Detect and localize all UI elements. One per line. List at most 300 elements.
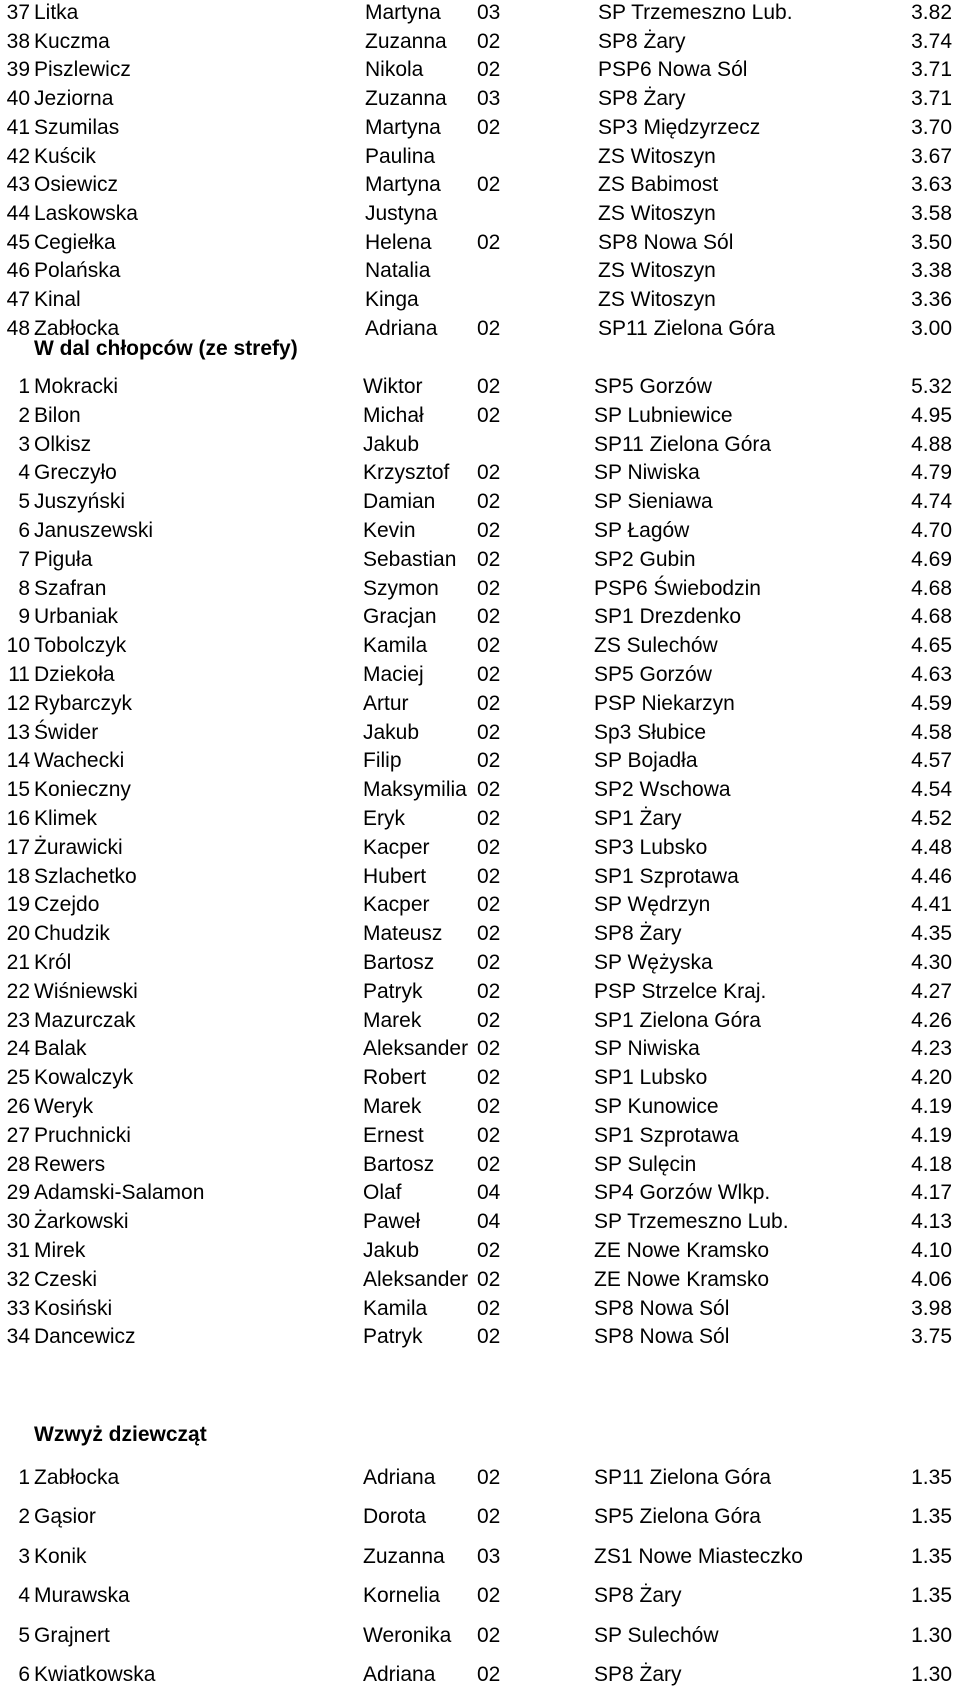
rank-number: 20	[6, 922, 30, 946]
surname: Konik	[34, 1544, 87, 1568]
surname: Szlachetko	[34, 864, 137, 888]
rank-number: 28	[6, 1152, 30, 1176]
first-name: Kevin	[363, 519, 416, 542]
first-name: Kamila	[363, 634, 428, 658]
first-name: Kornelia	[363, 1584, 441, 1608]
birth-year: 02	[477, 691, 501, 715]
rank-number: 22	[6, 979, 30, 1003]
school-name: SP Trzemeszno Lub.	[594, 1210, 789, 1234]
rank-number: 47	[6, 288, 30, 311]
first-name: Olaf	[363, 1181, 402, 1205]
school-name: SP3 Międzyrzecz	[598, 115, 761, 139]
school-name: PSP Niekarzyn	[594, 691, 735, 715]
first-name: Wiktor	[363, 375, 423, 398]
school-name: SP Sulęcin	[594, 1152, 697, 1176]
school-name: SP8 Żary	[598, 29, 686, 53]
result-value: 1.35	[911, 1505, 952, 1529]
surname: Kowalczyk	[34, 1066, 134, 1090]
rank-number: 33	[6, 1296, 30, 1320]
first-name: Martyna	[365, 115, 441, 139]
rank-number: 44	[6, 201, 30, 225]
result-value: 4.63	[911, 663, 952, 686]
birth-year: 02	[477, 951, 501, 974]
surname: Król	[34, 951, 72, 974]
school-name: SP1 Żary	[594, 807, 682, 830]
result-value: 4.88	[911, 432, 952, 456]
table-row	[0, 1658, 960, 1691]
surname: Olkisz	[34, 432, 92, 456]
rank-number: 23	[6, 1008, 30, 1032]
first-name: Adriana	[363, 1466, 436, 1489]
first-name: Sebastian	[363, 547, 457, 571]
birth-year: 02	[477, 979, 501, 1003]
surname: Rewers	[34, 1152, 106, 1176]
school-name: SP11 Zielona Góra	[598, 316, 776, 340]
school-name: SP1 Lubsko	[594, 1066, 708, 1090]
school-name: ZS Witoszyn	[598, 144, 716, 168]
school-name: SP Kunowice	[594, 1095, 719, 1118]
rank-number: 10	[6, 634, 30, 658]
surname: Januszewski	[34, 519, 154, 542]
result-value: 4.17	[911, 1181, 952, 1205]
surname: Litka	[34, 1, 79, 24]
result-value: 3.50	[911, 230, 952, 254]
first-name: Helena	[365, 230, 432, 254]
surname: Chudzik	[34, 922, 110, 946]
school-name: SP8 Nowa Sól	[594, 1296, 730, 1320]
first-name: Martyna	[365, 1, 441, 24]
school-name: ZE Nowe Kramsko	[594, 1239, 770, 1262]
first-name: Dorota	[363, 1505, 427, 1529]
result-value: 4.18	[911, 1152, 952, 1176]
first-name: Zuzanna	[363, 1544, 445, 1568]
rank-number: 34	[6, 1325, 30, 1349]
school-name: Sp3 Słubice	[594, 720, 707, 744]
rank-number: 17	[6, 835, 30, 859]
birth-year: 02	[477, 1584, 501, 1608]
result-value: 3.58	[911, 201, 952, 225]
school-name: SP Bojadła	[594, 749, 698, 773]
surname: Czejdo	[34, 893, 100, 917]
first-name: Natalia	[365, 259, 431, 283]
birth-year: 02	[477, 316, 501, 340]
result-value: 4.59	[911, 691, 952, 715]
school-name: SP2 Gubin	[594, 547, 696, 571]
school-name: ZS Babimost	[598, 173, 719, 197]
rank-number: 19	[6, 893, 30, 917]
school-name: SP1 Drezdenko	[594, 605, 742, 629]
school-name: SP3 Lubsko	[594, 835, 708, 859]
first-name: Maksymilia	[363, 778, 467, 802]
school-name: SP8 Nowa Sól	[594, 1325, 730, 1349]
birth-year: 02	[477, 173, 501, 197]
result-value: 4.70	[911, 519, 952, 542]
surname: Szafran	[34, 576, 107, 600]
result-value: 3.71	[911, 58, 952, 82]
school-name: SP8 Nowa Sól	[598, 230, 734, 254]
first-name: Ernest	[363, 1123, 424, 1147]
first-name: Bartosz	[363, 1152, 435, 1176]
first-name: Paulina	[365, 144, 436, 168]
first-name: Robert	[363, 1066, 427, 1090]
birth-year: 02	[477, 1008, 501, 1032]
school-name: ZS Sulechów	[594, 634, 718, 658]
result-value: 3.63	[911, 173, 952, 197]
birth-year: 02	[477, 490, 501, 514]
birth-year: 02	[477, 1152, 501, 1176]
result-value: 4.58	[911, 720, 952, 744]
first-name: Eryk	[363, 807, 405, 830]
first-name: Jakub	[363, 432, 420, 456]
surname: Juszyński	[34, 490, 126, 514]
school-name: SP8 Żary	[594, 1663, 682, 1686]
birth-year: 04	[477, 1181, 501, 1205]
section-heading-long-jump-boys: W dal chłopców (ze strefy)	[34, 337, 298, 360]
school-name: PSP Strzelce Kraj.	[594, 979, 767, 1003]
birth-year: 02	[477, 634, 501, 658]
birth-year: 02	[477, 1663, 501, 1686]
result-value: 4.52	[911, 807, 952, 830]
table-row	[0, 1500, 960, 1533]
result-value: 4.57	[911, 749, 952, 773]
rank-number: 46	[6, 259, 30, 283]
surname: Dziekoła	[34, 663, 115, 686]
rank-number: 24	[6, 1037, 30, 1061]
school-name: SP8 Żary	[598, 87, 686, 111]
school-name: ZS Witoszyn	[598, 288, 716, 311]
birth-year: 02	[477, 29, 501, 53]
school-name: SP Niwiska	[594, 1037, 700, 1061]
result-value: 4.23	[911, 1037, 952, 1061]
first-name: Jakub	[363, 720, 420, 744]
surname: Kuczma	[34, 29, 110, 53]
surname: Gąsior	[34, 1505, 96, 1529]
surname: Żurawicki	[34, 835, 123, 859]
first-name: Jakub	[363, 1239, 420, 1262]
section-heading-high-jump-girls: Wzwyż dziewcząt	[34, 1423, 207, 1446]
rank-number: 40	[6, 87, 30, 111]
rank-number: 1	[18, 1466, 30, 1489]
result-value: 1.30	[911, 1623, 952, 1647]
result-value: 3.67	[911, 144, 952, 168]
school-name: SP2 Wschowa	[594, 778, 731, 802]
school-name: SP Wędrzyn	[594, 893, 711, 917]
first-name: Mateusz	[363, 922, 443, 946]
first-name: Patryk	[363, 1325, 423, 1349]
rank-number: 6	[18, 1663, 30, 1686]
birth-year: 04	[477, 1210, 501, 1234]
first-name: Maciej	[363, 663, 424, 686]
first-name: Nikola	[365, 58, 424, 82]
surname: Wachecki	[34, 749, 125, 773]
rank-number: 25	[6, 1066, 30, 1090]
school-name: SP Sulechów	[594, 1623, 719, 1647]
result-value: 3.75	[911, 1325, 952, 1349]
result-value: 5.32	[911, 375, 952, 398]
birth-year: 03	[477, 87, 501, 111]
first-name: Filip	[363, 749, 402, 773]
result-value: 1.35	[911, 1584, 952, 1608]
first-name: Adriana	[365, 316, 438, 340]
rank-number: 26	[6, 1095, 30, 1118]
first-name: Aleksander	[363, 1037, 469, 1061]
result-value: 4.19	[911, 1095, 952, 1118]
rank-number: 6	[18, 519, 30, 542]
surname: Konieczny	[34, 778, 131, 802]
birth-year: 02	[477, 576, 501, 600]
rank-number: 29	[6, 1181, 30, 1205]
birth-year: 02	[477, 893, 501, 917]
result-value: 4.46	[911, 864, 952, 888]
first-name: Zuzanna	[365, 87, 447, 111]
birth-year: 02	[477, 663, 501, 686]
school-name: SP Lubniewice	[594, 403, 733, 427]
rank-number: 5	[18, 1623, 30, 1647]
surname: Rybarczyk	[34, 691, 133, 715]
table-row	[0, 1619, 960, 1652]
school-name: SP Łagów	[594, 519, 690, 542]
rank-number: 13	[6, 720, 30, 744]
surname: Weryk	[34, 1095, 94, 1118]
first-name: Gracjan	[363, 605, 437, 629]
school-name: SP8 Żary	[594, 922, 682, 946]
result-value: 4.65	[911, 634, 952, 658]
rank-number: 30	[6, 1210, 30, 1234]
rank-number: 3	[18, 1544, 30, 1568]
result-value: 4.41	[911, 893, 952, 917]
result-value: 4.69	[911, 547, 952, 571]
birth-year: 02	[477, 720, 501, 744]
surname: Kuścik	[34, 144, 96, 168]
surname: Greczyło	[34, 461, 117, 485]
school-name: SP Niwiska	[594, 461, 700, 485]
result-value: 4.19	[911, 1123, 952, 1147]
rank-number: 31	[6, 1239, 30, 1262]
school-name: ZE Nowe Kramsko	[594, 1267, 770, 1291]
rank-number: 12	[6, 691, 30, 715]
surname: Żarkowski	[34, 1210, 129, 1234]
table-row	[0, 1461, 960, 1494]
surname: Balak	[34, 1037, 87, 1061]
surname: Grajnert	[34, 1623, 110, 1647]
result-value: 3.82	[911, 1, 952, 24]
first-name: Michał	[363, 403, 424, 427]
birth-year: 02	[477, 835, 501, 859]
first-name: Patryk	[363, 979, 423, 1003]
surname: Mirek	[34, 1239, 86, 1262]
surname: Cegiełka	[34, 230, 116, 254]
school-name: SP8 Żary	[594, 1584, 682, 1608]
birth-year: 02	[477, 1296, 501, 1320]
first-name: Bartosz	[363, 951, 435, 974]
first-name: Hubert	[363, 864, 427, 888]
result-value: 4.79	[911, 461, 952, 485]
result-value: 4.48	[911, 835, 952, 859]
surname: Tobolczyk	[34, 634, 127, 658]
rank-number: 4	[18, 1584, 30, 1608]
rank-number: 11	[8, 663, 30, 686]
school-name: ZS1 Nowe Miasteczko	[594, 1544, 803, 1568]
result-value: 4.30	[911, 951, 952, 974]
rank-number: 7	[18, 547, 30, 571]
rank-number: 3	[18, 432, 30, 456]
rank-number: 4	[18, 461, 30, 485]
first-name: Martyna	[365, 173, 441, 197]
rank-number: 42	[6, 144, 30, 168]
rank-number: 21	[6, 951, 30, 974]
school-name: SP Wężyska	[594, 951, 713, 974]
birth-year: 02	[477, 1505, 501, 1529]
rank-number: 9	[18, 605, 30, 629]
rank-number: 1	[18, 375, 30, 398]
result-value: 4.13	[911, 1210, 952, 1234]
school-name: SP Sieniawa	[594, 490, 713, 514]
birth-year: 02	[477, 864, 501, 888]
birth-year: 03	[477, 1544, 501, 1568]
school-name: SP5 Zielona Góra	[594, 1505, 761, 1529]
surname: Laskowska	[34, 201, 138, 225]
school-name: SP11 Zielona Góra	[594, 1466, 772, 1489]
first-name: Kacper	[363, 893, 430, 917]
birth-year: 02	[477, 1037, 501, 1061]
rank-number: 14	[6, 749, 30, 773]
rank-number: 39	[6, 58, 30, 82]
surname: Mazurczak	[34, 1008, 136, 1032]
result-value: 3.38	[911, 259, 952, 283]
surname: Wiśniewski	[34, 979, 138, 1003]
birth-year: 02	[477, 605, 501, 629]
school-name: SP1 Zielona Góra	[594, 1008, 761, 1032]
first-name: Kacper	[363, 835, 430, 859]
birth-year: 02	[477, 547, 501, 571]
birth-year: 02	[477, 778, 501, 802]
birth-year: 03	[477, 1, 501, 24]
birth-year: 02	[477, 461, 501, 485]
surname: Zabłocka	[34, 316, 120, 340]
result-value: 3.71	[911, 87, 952, 111]
result-value: 4.26	[911, 1008, 952, 1032]
surname: Zabłocka	[34, 1466, 120, 1489]
school-name: SP5 Gorzów	[594, 663, 712, 686]
result-value: 3.70	[911, 115, 952, 139]
rank-number: 8	[18, 576, 30, 600]
table-row	[0, 1540, 960, 1573]
surname: Kwiatkowska	[34, 1663, 156, 1686]
surname: Klimek	[34, 807, 98, 830]
rank-number: 37	[6, 1, 30, 24]
rank-number: 27	[6, 1123, 30, 1147]
birth-year: 02	[477, 403, 501, 427]
rank-number: 2	[18, 1505, 30, 1529]
surname: Mokracki	[34, 375, 119, 398]
rank-number: 5	[18, 490, 30, 514]
surname: Adamski-Salamon	[34, 1181, 205, 1205]
result-value: 3.74	[911, 29, 952, 53]
first-name: Artur	[363, 691, 409, 715]
result-value: 4.06	[911, 1267, 952, 1291]
table-row	[0, 1320, 960, 1353]
result-value: 4.10	[911, 1239, 952, 1262]
result-value: 4.35	[911, 922, 952, 946]
surname: Czeski	[34, 1267, 98, 1291]
rank-number: 38	[6, 29, 30, 53]
result-value: 4.68	[911, 576, 952, 600]
surname: Kinal	[34, 288, 81, 311]
result-value: 3.00	[911, 316, 952, 340]
first-name: Paweł	[363, 1210, 421, 1234]
table-row	[0, 1579, 960, 1612]
first-name: Weronika	[363, 1623, 452, 1647]
first-name: Marek	[363, 1095, 422, 1118]
school-name: PSP6 Świebodzin	[594, 576, 761, 600]
first-name: Zuzanna	[365, 29, 447, 53]
school-name: SP5 Gorzów	[594, 375, 712, 398]
surname: Pruchnicki	[34, 1123, 131, 1147]
surname: Polańska	[34, 259, 121, 283]
birth-year: 02	[477, 115, 501, 139]
birth-year: 02	[477, 1066, 501, 1090]
birth-year: 02	[477, 1239, 501, 1262]
surname: Urbaniak	[34, 605, 119, 629]
school-name: ZS Witoszyn	[598, 259, 716, 283]
birth-year: 02	[477, 749, 501, 773]
result-value: 4.20	[911, 1066, 952, 1090]
surname: Jeziorna	[34, 87, 114, 111]
surname: Szumilas	[34, 115, 120, 139]
birth-year: 02	[477, 1623, 501, 1647]
school-name: SP Trzemeszno Lub.	[598, 1, 793, 24]
rank-number: 15	[6, 778, 30, 802]
result-value: 4.95	[911, 403, 952, 427]
birth-year: 02	[477, 375, 501, 398]
result-value: 4.54	[911, 778, 952, 802]
result-value: 1.30	[911, 1663, 952, 1686]
birth-year: 02	[477, 519, 501, 542]
school-name: SP1 Szprotawa	[594, 1123, 739, 1147]
rank-number: 43	[6, 173, 30, 197]
birth-year: 02	[477, 1123, 501, 1147]
result-value: 3.36	[911, 288, 952, 311]
rank-number: 48	[6, 316, 30, 340]
rank-number: 41	[6, 115, 30, 139]
surname: Bilon	[34, 403, 81, 427]
school-name: SP11 Zielona Góra	[594, 432, 772, 456]
result-value: 1.35	[911, 1466, 952, 1489]
surname: Świder	[34, 720, 99, 744]
surname: Piguła	[34, 547, 93, 571]
birth-year: 02	[477, 922, 501, 946]
rank-number: 18	[6, 864, 30, 888]
birth-year: 02	[477, 1325, 501, 1349]
birth-year: 02	[477, 807, 501, 830]
rank-number: 2	[18, 403, 30, 427]
rank-number: 32	[6, 1267, 30, 1291]
first-name: Damian	[363, 490, 436, 514]
first-name: Kinga	[365, 288, 419, 311]
result-value: 1.35	[911, 1544, 952, 1568]
surname: Piszlewicz	[34, 58, 131, 82]
birth-year: 02	[477, 1267, 501, 1291]
rank-number: 16	[6, 807, 30, 830]
result-value: 3.98	[911, 1296, 952, 1320]
result-value: 4.68	[911, 605, 952, 629]
surname: Dancewicz	[34, 1325, 136, 1349]
first-name: Justyna	[365, 201, 438, 225]
surname: Osiewicz	[34, 173, 119, 197]
birth-year: 02	[477, 230, 501, 254]
result-value: 4.74	[911, 490, 952, 514]
first-name: Szymon	[363, 576, 439, 600]
